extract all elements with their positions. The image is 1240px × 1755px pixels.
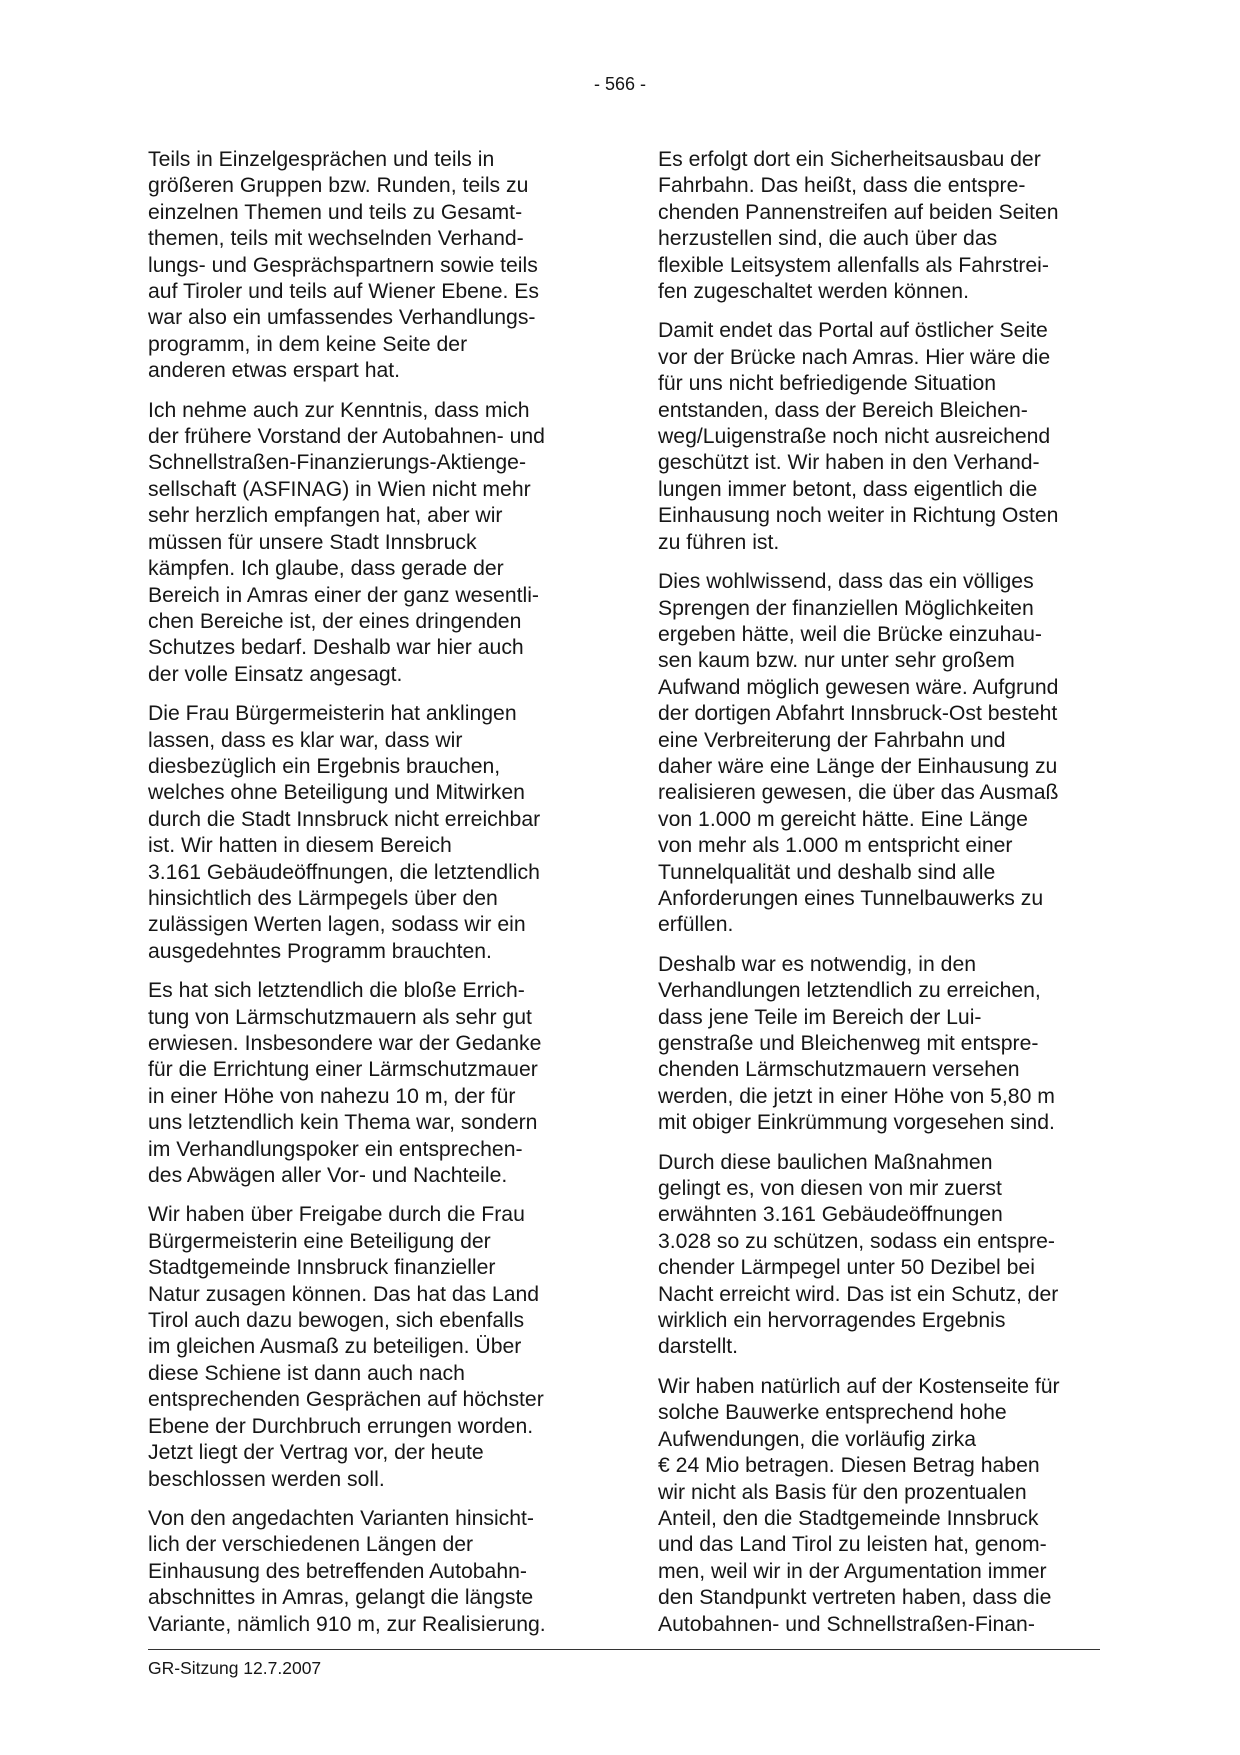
- text-line: Dies wohlwissend, dass das ein völliges: [658, 570, 1034, 594]
- text-line: lich der verschiedenen Längen der: [148, 1533, 474, 1557]
- text-line: Ebene der Durchbruch errungen worden.: [148, 1414, 534, 1438]
- text-line: geschützt ist. Wir haben in den Verhand-: [658, 451, 1040, 475]
- text-line: werden, die jetzt in einer Höhe von 5,80 m: [658, 1084, 1055, 1108]
- text-line: Fahrbahn. Das heißt, dass die entspre-: [658, 174, 1026, 198]
- text-line: von mehr als 1.000 m entspricht einer: [658, 834, 1013, 858]
- text-line: entstanden, dass der Bereich Bleichen-: [658, 398, 1028, 422]
- text-line: im Verhandlungspoker ein entsprechen-: [148, 1137, 523, 1161]
- text-line: Teils in Einzelgesprächen und teils in: [148, 148, 495, 171]
- text-line: gelingt es, von diesen von mir zuerst: [658, 1177, 1002, 1201]
- text-line: auf Tiroler und teils auf Wiener Ebene. Es: [148, 280, 539, 304]
- text-line: Durch diese baulichen Maßnahmen: [658, 1150, 993, 1174]
- text-line: weg/Luigenstraße noch nicht ausreichend: [658, 425, 1051, 449]
- text-line: programm, in dem keine Seite der: [148, 332, 468, 356]
- text-line: Tunnelqualität und deshalb sind alle: [658, 860, 996, 884]
- paragraph: [148, 978, 588, 1189]
- page-number: - 566 -: [593, 74, 647, 94]
- text-line: größeren Gruppen bzw. Runden, teils zu: [148, 174, 529, 198]
- text-line: hinsichtlich des Lärmpegels über den: [148, 886, 498, 910]
- paragraph: [148, 147, 588, 385]
- text-line: daher wäre eine Länge der Einhausung zu: [658, 754, 1058, 778]
- paragraph: [658, 1150, 1100, 1361]
- paragraph: [148, 1202, 588, 1492]
- text-line: themen, teils mit wechselnden Verhand-: [148, 227, 524, 251]
- text-line: Autobahnen- und Schnellstraßen-Finan-: [658, 1612, 1035, 1636]
- text-line: Variante, nämlich 910 m, zur Realisierung.: [148, 1612, 546, 1636]
- paragraph: [148, 1506, 588, 1638]
- footer-rule: [148, 1649, 1100, 1650]
- text-line: fen zugeschaltet werden können.: [658, 280, 969, 304]
- text-line: eine Verbreiterung der Fahrbahn und: [658, 728, 1006, 752]
- text-line: vor der Brücke nach Amras. Hier wäre die: [658, 345, 1051, 369]
- text-line: entsprechenden Gesprächen auf höchster: [148, 1388, 544, 1412]
- text-line: beschlossen werden soll.: [148, 1467, 385, 1491]
- text-line: Natur zusagen können. Das hat das Land: [148, 1282, 540, 1306]
- text-line: 3.161 Gebäudeöffnungen, die letztendlich: [148, 860, 540, 884]
- text-line: 3.028 so zu schützen, sodass ein entspre-: [658, 1229, 1055, 1253]
- text-line: anderen etwas erspart hat.: [148, 359, 401, 383]
- text-line: ist. Wir hatten in diesem Bereich: [148, 834, 452, 858]
- text-line: Schnellstraßen-Finanzierungs-Aktienge-: [148, 451, 527, 475]
- text-line: Es erfolgt dort ein Sicherheitsausbau der: [658, 148, 1041, 171]
- text-line: Stadtgemeinde Innsbruck finanzieller: [148, 1256, 496, 1280]
- text-line: Von den angedachten Varianten hinsicht-: [148, 1506, 534, 1530]
- text-line: war also ein umfassendes Verhandlungs-: [148, 306, 536, 330]
- text-line: ergeben hätte, weil die Brücke einzuhau-: [658, 622, 1042, 646]
- text-line: zu führen ist.: [658, 530, 780, 554]
- text-line: Anteil, den die Stadtgemeinde Innsbruck: [658, 1506, 1039, 1530]
- text-line: chender Lärmpegel unter 50 Dezibel bei: [658, 1256, 1035, 1280]
- text-line: von 1.000 m gereicht hätte. Eine Länge: [658, 807, 1028, 831]
- text-line: lungs- und Gesprächspartnern sowie teils: [148, 253, 538, 277]
- text-line: Wir haben über Freigabe durch die Frau: [148, 1203, 525, 1227]
- text-line: der volle Einsatz angesagt.: [148, 662, 403, 686]
- text-line: flexible Leitsystem allenfalls als Fahrstrei-: [658, 253, 1049, 277]
- text-line: zulässigen Werten lagen, sodass wir ein: [148, 913, 526, 937]
- text-line: Aufwand möglich gewesen wäre. Aufgrund: [658, 675, 1059, 699]
- text-line: erfüllen.: [658, 913, 734, 937]
- text-line: lassen, dass es klar war, dass wir: [148, 728, 463, 752]
- paragraph: [148, 398, 588, 688]
- text-line: Es hat sich letztendlich die bloße Errich-: [148, 979, 525, 1003]
- text-line: Tirol auch dazu bewogen, sich ebenfalls: [148, 1309, 525, 1333]
- text-line: sellschaft (ASFINAG) in Wien nicht mehr: [148, 477, 531, 501]
- text-line: der frühere Vorstand der Autobahnen- und: [148, 425, 545, 449]
- text-line: Einhausung noch weiter in Richtung Osten: [658, 504, 1059, 528]
- footer-text: GR-Sitzung 12.7.2007: [148, 1658, 322, 1678]
- text-line: genstraße und Bleichenweg mit entspre-: [658, 1032, 1039, 1055]
- text-line: sen kaum bzw. nur unter sehr großem: [658, 649, 1015, 673]
- text-line: Anforderungen eines Tunnelbauwerks zu: [658, 886, 1044, 910]
- paragraph: [658, 318, 1100, 556]
- text-line: des Abwägen aller Vor- und Nachteile.: [148, 1164, 508, 1188]
- text-line: Sprengen der finanziellen Möglichkeiten: [658, 596, 1034, 620]
- text-line: der dortigen Abfahrt Innsbruck-Ost besteht: [658, 702, 1058, 726]
- text-line: den Standpunkt vertreten haben, dass die: [658, 1586, 1052, 1610]
- text-line: Damit endet das Portal auf östlicher Seite: [658, 319, 1048, 343]
- text-line: Deshalb war es notwendig, in den: [658, 952, 977, 976]
- text-line: chen Bereiche ist, der eines dringenden: [148, 609, 522, 633]
- text-line: in einer Höhe von nahezu 10 m, der für: [148, 1084, 516, 1108]
- paragraph: [658, 147, 1100, 305]
- left-column: [148, 147, 588, 1651]
- text-line: Einhausung des betreffenden Autobahn-: [148, 1559, 527, 1583]
- text-line: kämpfen. Ich glaube, dass gerade der: [148, 557, 504, 581]
- text-line: wirklich ein hervorragendes Ergebnis: [658, 1309, 1006, 1333]
- text-line: welches ohne Beteiligung und Mitwirken: [148, 781, 525, 805]
- text-line: mit obiger Einkrümmung vorgesehen sind.: [658, 1111, 1055, 1135]
- paragraph: [658, 952, 1100, 1137]
- text-line: lungen immer betont, dass eigentlich die: [658, 477, 1038, 501]
- text-line: dass jene Teile im Bereich der Lui-: [658, 1005, 982, 1029]
- text-line: sehr herzlich empfangen hat, aber wir: [148, 504, 503, 528]
- text-line: und das Land Tirol zu leisten hat, genom-: [658, 1533, 1047, 1557]
- text-line: Bereich in Amras einer der ganz wesentli-: [148, 583, 539, 607]
- text-line: solche Bauwerke entsprechend hohe: [658, 1401, 1007, 1425]
- text-line: Nacht erreicht wird. Das ist ein Schutz, der: [658, 1282, 1059, 1306]
- text-line: Die Frau Bürgermeisterin hat anklingen: [148, 702, 517, 726]
- text-line: abschnittes in Amras, gelangt die längste: [148, 1586, 534, 1610]
- text-line: durch die Stadt Innsbruck nicht erreichbar: [148, 807, 541, 831]
- paragraph: [658, 569, 1100, 939]
- text-line: erwähnten 3.161 Gebäudeöffnungen: [658, 1203, 1003, 1227]
- text-line: wir nicht als Basis für den prozentualen: [658, 1480, 1027, 1504]
- text-line: chenden Pannenstreifen auf beiden Seiten: [658, 200, 1059, 224]
- text-line: € 24 Mio betragen. Diesen Betrag haben: [658, 1454, 1040, 1478]
- text-line: darstellt.: [658, 1335, 739, 1359]
- text-line: herzustellen sind, die auch über das: [658, 227, 998, 251]
- right-column: [658, 147, 1100, 1651]
- text-line: diesbezüglich ein Ergebnis brauchen,: [148, 754, 501, 778]
- text-line: Bürgermeisterin eine Beteiligung der: [148, 1229, 491, 1253]
- text-line: für uns nicht befriedigende Situation: [658, 372, 997, 396]
- text-line: Ich nehme auch zur Kenntnis, dass mich: [148, 398, 530, 422]
- text-line: Jetzt liegt der Vertrag vor, der heute: [148, 1441, 484, 1465]
- text-line: men, weil wir in der Argumentation immer: [658, 1559, 1047, 1583]
- text-line: ausgedehntes Programm brauchten.: [148, 939, 492, 963]
- text-line: im gleichen Ausmaß zu beteiligen. Über: [148, 1335, 522, 1359]
- text-line: tung von Lärmschutzmauern als sehr gut: [148, 1005, 532, 1029]
- text-line: Wir haben natürlich auf der Kostenseite für: [658, 1374, 1060, 1398]
- text-line: chenden Lärmschutzmauern versehen: [658, 1058, 1020, 1082]
- text-line: für die Errichtung einer Lärmschutzmauer: [148, 1058, 538, 1082]
- text-line: Schutzes bedarf. Deshalb war hier auch: [148, 636, 524, 660]
- text-line: Verhandlungen letztendlich zu erreichen,: [658, 979, 1041, 1003]
- text-line: diese Schiene ist dann auch nach: [148, 1361, 465, 1385]
- paragraph: [658, 1374, 1100, 1638]
- text-line: erwiesen. Insbesondere war der Gedanke: [148, 1032, 542, 1055]
- text-line: uns letztendlich kein Thema war, sondern: [148, 1111, 538, 1135]
- paragraph: [148, 701, 588, 965]
- text-line: einzelnen Themen und teils zu Gesamt-: [148, 200, 523, 224]
- text-line: Aufwendungen, die vorläufig zirka: [658, 1427, 977, 1451]
- text-line: müssen für unsere Stadt Innsbruck: [148, 530, 477, 554]
- text-line: realisieren gewesen, die über das Ausmaß: [658, 781, 1059, 805]
